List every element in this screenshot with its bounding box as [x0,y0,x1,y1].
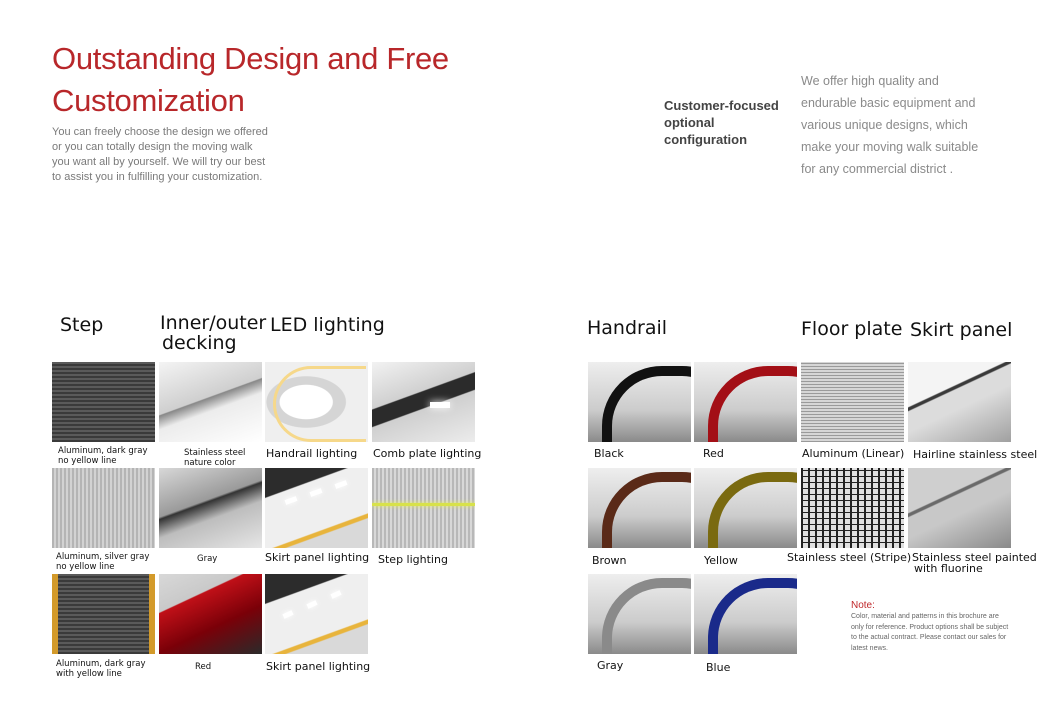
offer-line: for any commercial district . [801,162,954,176]
caption-line: with fluorine [914,562,983,575]
intro-paragraph [52,125,282,185]
floor-caption: Aluminum (Linear) [802,447,905,460]
caption-line: Stainless steel painted [912,551,1037,564]
handrail-swatch-black [588,362,691,442]
handrail-swatch-gray [588,574,691,654]
led-swatch-comb [372,362,475,442]
caption-line: no yellow line [58,456,117,466]
intro-line: to assist you in fulfilling your customization. [52,171,263,183]
handrail-caption: Yellow [704,554,738,567]
offer-line: various unique designs, which [801,118,968,132]
handrail-arc [602,578,691,654]
category-decking [160,313,266,353]
category-handrail: Handrail [587,317,668,339]
handrail-swatch-yellow [694,468,797,548]
led-dot [285,496,298,505]
handrail-caption: Brown [592,554,627,567]
led-swatch-skirt [265,468,368,548]
caption-line: no yellow line [56,562,115,572]
stripe-overlay [801,468,904,548]
skirt-swatch-hairline [908,362,1011,442]
floor-caption: Stainless steel (Stripe) [787,551,912,564]
led-caption: Skirt panel lighting [265,551,370,564]
category-led: LED lighting [270,314,385,336]
caption-line: Aluminum, dark gray [58,446,148,456]
skirt-caption [912,552,1037,574]
title-line-1: Outstanding Design and Free [52,41,449,76]
handrail-arc [602,472,691,548]
decking-swatch-red [159,574,262,654]
led-swatch-step [372,468,475,548]
handrail-caption: Blue [706,661,731,674]
decking-caption [184,448,245,468]
config-label [664,97,784,148]
caption-line: Aluminum, dark gray [56,659,146,669]
decking-swatch-stainless [159,362,262,442]
led-caption: Handrail lighting [266,447,358,460]
handrail-caption: Red [703,447,724,460]
note-title: Note: [851,600,875,611]
decking-swatch-gray [159,468,262,548]
offer-line: We offer high quality and [801,74,939,88]
category-decking-line: decking [162,332,237,354]
offer-line: endurable basic equipment and [801,96,976,110]
step-swatch-dark-gray-yellow [52,574,155,654]
led-dot [335,480,348,489]
decking-caption: Gray [197,554,218,564]
caption-line: with yellow line [56,669,122,679]
config-line: configuration [664,132,748,147]
intro-line: You can freely choose the design we offered [52,126,268,138]
step-caption [58,446,148,466]
led-caption: Comb plate lighting [373,447,482,460]
handrail-caption: Black [594,447,624,460]
led-dot [310,488,323,497]
note-line: only for reference. Product options shall be subject [851,623,1009,631]
handrail-swatch-blue [694,574,797,654]
led-dot [282,610,293,619]
step-caption [56,659,146,679]
handrail-arc [708,472,797,548]
category-skirt: Skirt panel [910,319,1013,341]
note-line: Color, material and patterns in this brochure are [851,613,999,620]
category-step: Step [60,314,104,336]
floor-swatch-stripe [801,468,904,548]
step-light-line [372,503,475,506]
step-caption [56,552,149,572]
comb-light [430,402,450,408]
handrail-arc [708,578,797,654]
intro-line: or you can totally design the moving walk [52,141,253,153]
handrail-swatch-red [694,362,797,442]
note-body [851,612,1021,654]
category-decking-line: Inner/outer [160,312,267,334]
led-dot [330,590,341,599]
led-dot [306,600,317,609]
intro-line: you want all by yourself. We will try our best [52,156,266,168]
config-line: optional [664,115,715,130]
step-swatch-dark-gray [52,362,155,442]
caption-line: nature color [184,458,236,468]
skirt-swatch-fluorine [908,468,1011,548]
floor-swatch-linear [801,362,904,442]
led-swatch-handrail [265,362,368,442]
category-floor: Floor plate [801,318,903,340]
page-title [52,38,449,122]
handrail-arc [602,366,691,442]
led-caption: Skirt panel lighting [266,660,371,673]
handrail-arc [708,366,797,442]
decking-caption: Red [195,662,212,672]
offer-paragraph [801,70,991,180]
title-line-2: Customization [52,83,245,118]
yellow-line [52,574,58,654]
handrail-caption: Gray [597,659,624,672]
caption-line: Stainless steel [184,448,246,458]
led-caption: Step lighting [378,553,448,566]
skirt-caption: Hairline stainless steel [913,448,1038,461]
note-line: latest news. [851,644,888,652]
led-swatch-skirt-2 [265,574,368,654]
handrail-swatch-brown [588,468,691,548]
offer-line: make your moving walk suitable [801,140,979,154]
step-swatch-silver-gray [52,468,155,548]
caption-line: Aluminum, silver gray [56,552,150,562]
note-line: to the actual contract. Please contact our sales for [851,634,1007,641]
yellow-line [149,574,155,654]
config-line: Customer-focused [664,98,779,113]
handrail-glow [273,366,366,442]
